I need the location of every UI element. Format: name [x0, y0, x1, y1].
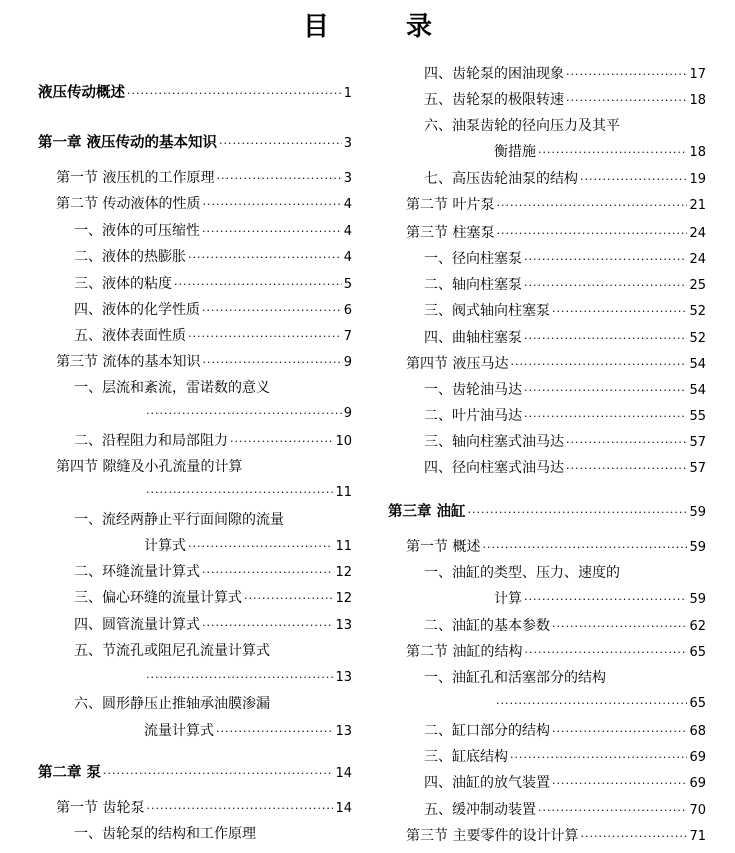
toc-entry-page: 57	[689, 435, 706, 450]
toc-entry	[494, 142, 706, 162]
toc-entry	[494, 589, 706, 609]
toc-entry-page: 6	[343, 303, 352, 318]
page-title: 目 录	[302, 12, 467, 42]
toc-entry	[56, 168, 352, 188]
toc-entry-page: 54	[689, 357, 706, 372]
toc-entry-page: 4	[343, 197, 352, 212]
toc-entry-title: 计算式	[144, 538, 186, 554]
toc-entry-title: 五、缓冲制动装置	[424, 802, 536, 818]
toc-entry	[144, 721, 352, 741]
toc-leader-dots	[510, 355, 687, 375]
toc-leader-dots	[524, 407, 687, 427]
toc-entry	[74, 431, 352, 451]
toc-entry	[74, 641, 352, 661]
toc-entry-title: 七、高压齿轮油泵的结构	[424, 171, 578, 187]
toc-entry	[144, 536, 352, 556]
toc-entry	[74, 326, 352, 346]
toc-leader-dots	[552, 774, 687, 794]
toc-leader-dots	[566, 433, 687, 453]
toc-entry	[144, 668, 352, 688]
toc-entry-title: 计算	[494, 591, 522, 607]
toc-entry-page: 24	[689, 226, 706, 241]
toc-entry-title: 第一节 液压机的工作原理	[56, 170, 215, 186]
toc-leader-dots	[524, 590, 687, 610]
toc-entry-page: 71	[689, 829, 706, 844]
toc-entry-title: 液压传动概述	[38, 85, 125, 101]
toc-entry	[424, 747, 706, 767]
toc-entry-page: 18	[689, 93, 706, 108]
toc-entry-page: 17	[689, 67, 706, 82]
toc-leader-dots	[552, 722, 687, 742]
toc-leader-dots	[482, 538, 687, 558]
toc-entry-title: 第四节 液压马达	[406, 356, 509, 372]
toc-leader-dots	[146, 668, 333, 688]
toc-entry-page: 9	[343, 406, 352, 421]
toc-entry	[424, 169, 706, 189]
toc-entry-page: 69	[689, 750, 706, 765]
toc-entry	[424, 380, 706, 400]
toc-leader-dots	[468, 503, 688, 523]
toc-entry-page: 13	[335, 670, 352, 685]
toc-entry	[38, 763, 352, 783]
toc-entry	[494, 694, 706, 714]
toc-entry-title: 第一章 液压传动的基本知识	[38, 135, 218, 151]
toc-entry-title: 第一节 齿轮泵	[56, 800, 145, 816]
toc-leader-dots	[188, 248, 342, 268]
toc-entry	[74, 615, 352, 635]
toc-entry-title: 流量计算式	[144, 723, 214, 739]
toc-leader-dots	[566, 91, 687, 111]
toc-entry-title: 二、沿程阻力和局部阻力	[74, 433, 228, 449]
toc-entry-page: 4	[343, 250, 352, 265]
toc-entry-page: 59	[689, 505, 706, 520]
toc-leader-dots	[202, 195, 341, 215]
toc-entry-title: 六、油泵齿轮的径向压力及其平	[424, 118, 620, 134]
toc-leader-dots	[510, 748, 687, 768]
toc-entry	[406, 195, 706, 215]
toc-entry	[424, 668, 706, 688]
toc-entry-title: 一、油缸的类型、压力、速度的	[424, 565, 620, 581]
toc-entry-page: 5	[343, 277, 352, 292]
toc-entry-title: 二、叶片油马达	[424, 408, 522, 424]
toc-entry-title: 第一节 概述	[406, 539, 481, 555]
toc-entry-title: 四、曲轴柱塞泵	[424, 330, 522, 346]
toc-entry-title: 四、齿轮泵的困油现象	[424, 66, 564, 82]
toc-leader-dots	[524, 381, 687, 401]
toc-entry-page: 12	[335, 591, 352, 606]
toc-entry-page: 59	[689, 540, 706, 555]
toc-entry-page: 12	[335, 565, 352, 580]
toc-leader-dots	[146, 799, 333, 819]
toc-entry-title: 五、液体表面性质	[74, 328, 186, 344]
toc-leader-dots	[230, 432, 333, 452]
toc-entry	[74, 510, 352, 530]
toc-leader-dots	[244, 589, 333, 609]
toc-entry	[424, 301, 706, 321]
toc-entry-title: 二、环缝流量计算式	[74, 564, 200, 580]
toc-entry-page: 14	[335, 801, 352, 816]
toc-entry-page: 13	[335, 618, 352, 633]
toc-entry-title: 三、偏心环缝的流量计算式	[74, 590, 242, 606]
toc-entry-page: 65	[689, 696, 706, 711]
toc-entry	[406, 826, 706, 846]
toc-entry-page: 3	[343, 136, 352, 151]
toc-entry-page: 69	[689, 776, 706, 791]
toc-entry-title: 一、液体的可压缩性	[74, 223, 200, 239]
toc-leader-dots	[202, 353, 341, 373]
toc-entry	[424, 432, 706, 452]
toc-entry-page: 65	[689, 645, 706, 660]
toc-entry-title: 二、油缸的基本参数	[424, 618, 550, 634]
toc-leader-dots	[524, 250, 687, 270]
toc-entry-title: 第三节 流体的基本知识	[56, 354, 201, 370]
toc-leader-dots	[524, 276, 687, 296]
toc-entry	[424, 458, 706, 478]
toc-leader-dots	[216, 169, 341, 189]
toc-entry-title: 一、流经两静止平行面间隙的流量	[74, 512, 284, 528]
toc-entry-page: 9	[343, 355, 352, 370]
toc-entry-title: 三、缸底结构	[424, 749, 508, 765]
toc-leader-dots	[580, 170, 687, 190]
toc-entry-title: 一、油缸孔和活塞部分的结构	[424, 670, 606, 686]
toc-leader-dots	[496, 694, 687, 714]
toc-entry	[424, 563, 706, 583]
toc-entry	[424, 116, 706, 136]
toc-entry-title: 第三节 主要零件的设计计算	[406, 828, 579, 844]
toc-entry-title: 四、液体的化学性质	[74, 302, 200, 318]
toc-leader-dots	[174, 275, 342, 295]
toc-entry-page: 70	[689, 803, 706, 818]
toc-entry-title: 第四节 隙缝及小孔流量的计算	[56, 459, 243, 475]
toc-entry-title: 四、圆管流量计算式	[74, 617, 200, 633]
toc-entry-page: 59	[689, 592, 706, 607]
toc-entry	[424, 800, 706, 820]
toc-entry	[406, 642, 706, 662]
toc-entry-page: 21	[689, 198, 706, 213]
toc-entry	[406, 223, 706, 243]
toc-entry-page: 19	[689, 172, 706, 187]
toc-leader-dots	[146, 404, 342, 424]
toc-entry-page: 25	[689, 278, 706, 293]
toc-entry	[424, 406, 706, 426]
toc-entry-page: 14	[335, 766, 352, 781]
toc-entry	[74, 221, 352, 241]
toc-entry	[424, 773, 706, 793]
toc-entry	[74, 274, 352, 294]
toc-leader-dots	[552, 302, 687, 322]
toc-entry-title: 三、轴向柱塞式油马达	[424, 434, 564, 450]
toc-entry-page: 10	[335, 434, 352, 449]
toc-entry	[406, 354, 706, 374]
toc-leader-dots	[127, 84, 342, 104]
toc-entry-page: 4	[343, 224, 352, 239]
toc-entry-title: 四、油缸的放气装置	[424, 775, 550, 791]
toc-entry-page: 11	[335, 485, 352, 500]
toc-entry-page: 52	[689, 331, 706, 346]
toc-entry	[56, 194, 352, 214]
toc-entry-title: 二、液体的热膨胀	[74, 249, 186, 265]
toc-leader-dots	[524, 329, 687, 349]
toc-entry	[424, 721, 706, 741]
toc-entry-title: 第二节 传动液体的性质	[56, 196, 201, 212]
toc-entry-title: 六、圆形静压止推轴承油膜渗漏	[74, 696, 270, 712]
toc-entry	[38, 83, 352, 103]
toc-entry-page: 7	[343, 329, 352, 344]
toc-entry	[38, 133, 352, 153]
toc-entry-page: 62	[689, 619, 706, 634]
toc-entry-title: 二、轴向柱塞泵	[424, 277, 522, 293]
toc-entry-title: 衡措施	[494, 144, 536, 160]
toc-leader-dots	[538, 143, 687, 163]
toc-entry	[424, 275, 706, 295]
toc-entry-title: 一、齿轮泵的结构和工作原理	[74, 826, 256, 842]
toc-leader-dots	[146, 483, 333, 503]
toc-entry	[74, 378, 352, 398]
toc-entry-page: 18	[689, 145, 706, 160]
toc-entry	[74, 824, 352, 844]
toc-entry	[74, 562, 352, 582]
toc-entry-title: 第三章 油缸	[388, 504, 466, 520]
toc-leader-dots	[496, 196, 687, 216]
toc-entry	[74, 300, 352, 320]
toc-entry	[424, 90, 706, 110]
toc-leader-dots	[103, 764, 333, 784]
toc-entry-title: 五、节流孔或阻尼孔流量计算式	[74, 643, 270, 659]
toc-entry-title: 第二节 叶片泵	[406, 197, 495, 213]
toc-entry	[56, 798, 352, 818]
toc-leader-dots	[202, 616, 333, 636]
toc-entry-title: 第二章 泵	[38, 765, 102, 781]
toc-leader-dots	[496, 224, 687, 244]
toc-entry-title: 五、齿轮泵的极限转速	[424, 92, 564, 108]
toc-leader-dots	[188, 327, 342, 347]
toc-entry-page: 24	[689, 252, 706, 267]
toc-entry	[424, 616, 706, 636]
toc-entry-title: 四、径向柱塞式油马达	[424, 460, 564, 476]
toc-entry-title: 一、齿轮油马达	[424, 382, 522, 398]
toc-entry-title: 第三节 柱塞泵	[406, 225, 495, 241]
toc-entry-page: 57	[689, 461, 706, 476]
toc-leader-dots	[188, 537, 333, 557]
toc-entry-page: 11	[335, 539, 352, 554]
toc-entry-title: 一、径向柱塞泵	[424, 251, 522, 267]
toc-entry-page: 1	[343, 86, 352, 101]
toc-entry	[424, 249, 706, 269]
toc-entry-title: 二、缸口部分的结构	[424, 723, 550, 739]
toc-entry	[406, 537, 706, 557]
toc-leader-dots	[216, 722, 333, 742]
toc-entry-page: 68	[689, 724, 706, 739]
toc-entry	[56, 457, 352, 477]
toc-leader-dots	[202, 222, 342, 242]
toc-leader-dots	[566, 459, 687, 479]
toc-entry-page: 54	[689, 383, 706, 398]
toc-entry	[74, 694, 352, 714]
toc-entry-page: 13	[335, 724, 352, 739]
toc-entry	[74, 247, 352, 267]
toc-leader-dots	[524, 643, 687, 663]
toc-entry-page: 52	[689, 304, 706, 319]
toc-entry-title: 三、阀式轴向柱塞泵	[424, 303, 550, 319]
toc-entry-page: 3	[343, 171, 352, 186]
toc-entry-title: 三、液体的粘度	[74, 276, 172, 292]
toc-leader-dots	[538, 801, 687, 821]
toc-entry	[424, 64, 706, 84]
toc-entry	[388, 502, 706, 522]
toc-entry	[144, 483, 352, 503]
toc-entry-title: 一、层流和紊流，雷诺数的意义	[74, 380, 270, 396]
toc-entry	[74, 588, 352, 608]
toc-leader-dots	[552, 617, 687, 637]
toc-entry-page: 55	[689, 409, 706, 424]
toc-entry	[144, 404, 352, 424]
toc-entry-title: 第二节 油缸的结构	[406, 644, 523, 660]
toc-leader-dots	[219, 134, 342, 154]
toc-leader-dots	[202, 563, 333, 583]
toc-leader-dots	[566, 65, 687, 85]
toc-leader-dots	[202, 301, 342, 321]
toc-leader-dots	[580, 827, 687, 847]
toc-entry	[424, 328, 706, 348]
toc-entry	[56, 352, 352, 372]
